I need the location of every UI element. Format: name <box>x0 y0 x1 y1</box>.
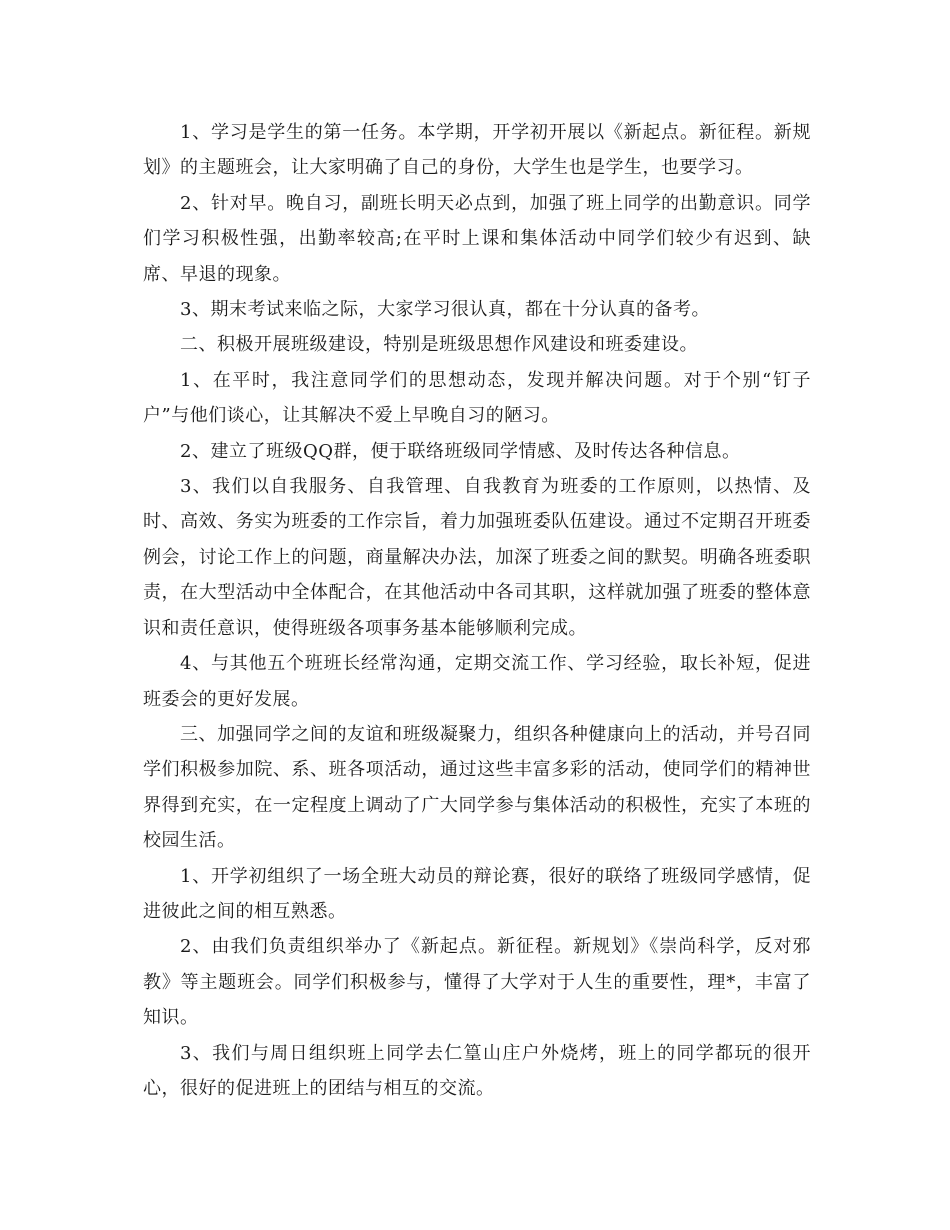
paragraph-final-exam: 3、期末考试来临之际，大家学习很认真，都在十分认真的备考。 <box>180 299 710 321</box>
paragraph-committee-principles: 3、我们以自我服务、自我管理、自我教育为班委的工作原则，以热情、及时、高效、务实为班委的工作宗旨，着力加强班委队伍建设。通过不定期召开班委例会，讨论工作上的问题，商量解决办法，加深了班委之间的默契。明确各班委职责，在大型活动中全体配合，在其他活动中各司其职，这样就加强了班委的整体意识和责任意识，使得班级各项事务基本能够顺利完成。 <box>143 476 811 639</box>
paragraph-debate: 1、开学初组织了一场全班大动员的辩论赛，很好的联络了班级同学感情，促进彼此之间的相互熟悉。 <box>143 865 811 922</box>
paragraph-theme-meetings: 2、由我们负责组织举办了《新起点。新征程。新规划》《崇尚科学，反对邪教》等主题班会。同学们积极参与，懂得了大学对于人生的重要性，理*，丰富了知识。 <box>143 936 811 1029</box>
paragraph-barbecue: 3、我们与周日组织班上同学去仁篁山庄户外烧烤，班上的同学都玩的很开心，很好的促进班上的团结与相互的交流。 <box>143 1042 811 1099</box>
section-heading-friendship-cohesion: 三、加强同学之间的友谊和班级凝聚力，组织各种健康向上的活动，并号召同学们积极参加院、系、班各项活动，通过这些丰富多彩的活动，使同学们的精神世界得到充实，在一定程度上调动了广大同学参与集体活动的积极性，充实了本班的校园生活。 <box>143 723 811 852</box>
paragraph-student-thoughts: 1、在平时，我注意同学们的思想动态，发现并解决问题。对于个别“钉子户”与他们谈心，让其解决不爱上早晚自习的陋习。 <box>143 369 811 427</box>
paragraph-attendance: 2、针对早。晚自习，副班长明天必点到，加强了班上同学的出勤意识。同学们学习积极性强，出勤率较高;在平时上课和集体活动中同学们较少有迟到、缺席、早退的现象。 <box>143 192 811 285</box>
paragraph-qq-group: 2、建立了班级QQ群，便于联络班级同学情感、及时传达各种信息。 <box>180 440 741 462</box>
document-body <box>143 115 811 1106</box>
section-heading-class-building: 二、积极开展班级建设，特别是班级思想作风建设和班委建设。 <box>180 334 698 356</box>
paragraph-study-first-task: 1、学习是学生的第一任务。本学期，开学初开展以《新起点。新征程。新规划》的主题班会，让大家明确了自己的身份，大学生也是学生，也要学习。 <box>143 122 811 179</box>
paragraph-monitor-communication: 4、与其他五个班班长经常沟通，定期交流工作、学习经验，取长补短，促进班委会的更好发展。 <box>143 653 811 710</box>
